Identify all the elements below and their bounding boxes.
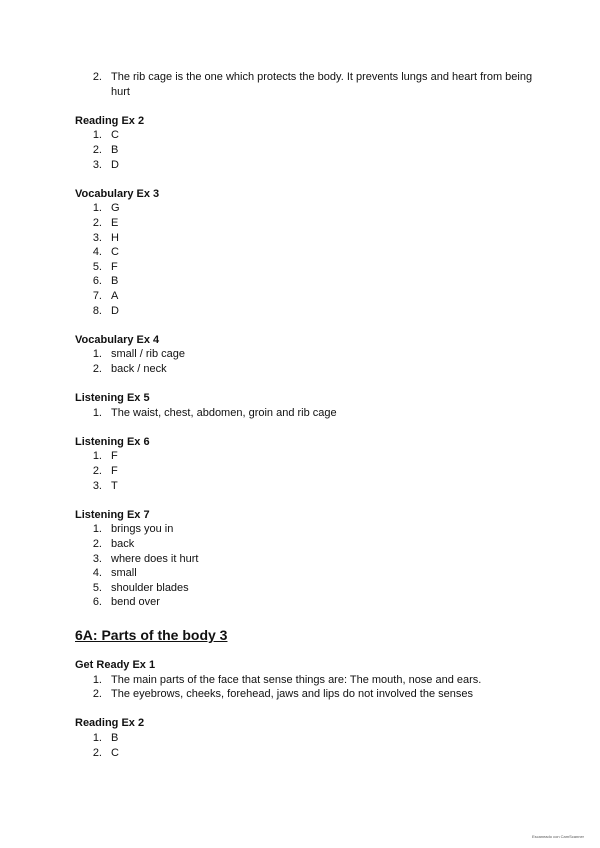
list-item (75, 566, 545, 581)
item-text: small / rib cage (111, 348, 185, 361)
item-number: 3. (92, 552, 102, 565)
item-text: H (111, 231, 119, 244)
list-item (75, 479, 545, 494)
list-item (75, 128, 545, 143)
list-item (75, 746, 545, 761)
list-item (75, 731, 545, 746)
item-text: The main parts of the face that sense things are: The mouth, nose and ears. (111, 673, 482, 686)
item-text: The eyebrows, cheeks, forehead, jaws and lips do not involved the senses (111, 688, 473, 701)
item-number: 2. (92, 465, 102, 478)
section-heading: Reading Ex 2 (75, 114, 145, 127)
item-text: shoulder blades (111, 581, 189, 594)
answer-section (75, 435, 545, 493)
item-text: F (111, 465, 118, 478)
item-number: 1. (92, 202, 102, 215)
list-item (75, 673, 545, 688)
item-text: G (111, 202, 120, 215)
item-number: 3. (92, 479, 102, 492)
list-item (75, 245, 545, 260)
sections-part-2 (75, 658, 545, 760)
item-number: 6. (92, 596, 102, 609)
item-text: C (111, 129, 119, 142)
list-item (75, 406, 545, 421)
list-item (75, 158, 545, 173)
section-heading: Listening Ex 5 (75, 392, 150, 405)
sections-part-1 (75, 114, 545, 610)
item-number: 1. (92, 450, 102, 463)
item-number: 5. (92, 260, 102, 273)
item-text: F (111, 260, 118, 273)
section-heading: Vocabulary Ex 3 (75, 187, 160, 200)
item-number: 2. (92, 538, 102, 550)
item-number: 1. (92, 348, 102, 361)
list-item (75, 449, 545, 464)
scanner-watermark: Escaneado con CamScanner (531, 834, 584, 839)
section-heading: Vocabulary Ex 4 (75, 333, 160, 346)
item-number: 2. (92, 71, 102, 83)
item-text: T (111, 479, 118, 492)
item-number: 1. (92, 129, 102, 142)
list-item (75, 581, 545, 596)
list-item (75, 362, 545, 377)
intro-list (75, 70, 545, 99)
document (75, 70, 545, 760)
list-item (75, 464, 545, 479)
item-number: 5. (92, 581, 102, 594)
answer-section (75, 114, 545, 172)
answer-section (75, 658, 545, 702)
item-number: 8. (92, 304, 102, 317)
item-text: where does it hurt (111, 552, 199, 565)
item-text: The rib cage is the one which protects the body. It prevents lungs and heart from being hurt (111, 71, 533, 98)
list-item (75, 143, 545, 158)
item-text: back / neck (111, 362, 167, 375)
item-number: 1. (92, 673, 102, 686)
item-number: 2. (92, 688, 102, 701)
item-number: 7. (92, 289, 102, 302)
item-text: B (111, 731, 119, 744)
item-number: 4. (92, 246, 102, 259)
item-text: D (111, 304, 119, 317)
item-text: B (111, 143, 119, 156)
list-item (75, 274, 545, 289)
item-text: back (111, 538, 135, 550)
item-text: C (111, 746, 119, 759)
item-text: E (111, 216, 119, 229)
item-text: small (111, 567, 137, 580)
item-text: bend over (111, 596, 160, 609)
unit-title: 6A: Parts of the body 3 (75, 626, 228, 643)
list-item (75, 289, 545, 304)
section-heading: Listening Ex 6 (75, 435, 150, 448)
item-number: 4. (92, 567, 102, 580)
item-text: brings you in (111, 523, 174, 536)
item-text: F (111, 450, 118, 463)
list-item (75, 347, 545, 362)
answer-section (75, 508, 545, 610)
list-item (75, 201, 545, 216)
answer-section (75, 333, 545, 377)
list-item (75, 260, 545, 275)
item-number: 2. (92, 746, 102, 759)
list-item (75, 687, 545, 702)
list-item (75, 552, 545, 567)
item-number: 2. (92, 216, 102, 229)
section-heading: Get Ready Ex 1 (75, 658, 156, 671)
list-item (75, 537, 545, 552)
list-item (75, 304, 545, 319)
answer-section (75, 391, 545, 420)
item-number: 6. (92, 275, 102, 288)
answer-section (75, 716, 545, 760)
item-number: 2. (92, 362, 102, 375)
item-text: D (111, 158, 119, 171)
section-heading: Listening Ex 7 (75, 508, 150, 521)
item-text: B (111, 275, 119, 288)
section-heading: Reading Ex 2 (75, 717, 145, 730)
item-number: 1. (92, 731, 102, 744)
item-number: 1. (92, 523, 102, 536)
item-number: 2. (92, 143, 102, 156)
list-item (75, 231, 545, 246)
list-item (75, 70, 545, 99)
list-item (75, 522, 545, 537)
list-item (75, 216, 545, 231)
item-text: C (111, 246, 119, 259)
answer-section (75, 187, 545, 318)
list-item (75, 595, 545, 610)
item-number: 1. (92, 406, 102, 419)
item-text: A (111, 289, 119, 302)
item-number: 3. (92, 158, 102, 171)
item-number: 3. (92, 231, 102, 244)
item-text: The waist, chest, abdomen, groin and rib cage (111, 406, 337, 419)
